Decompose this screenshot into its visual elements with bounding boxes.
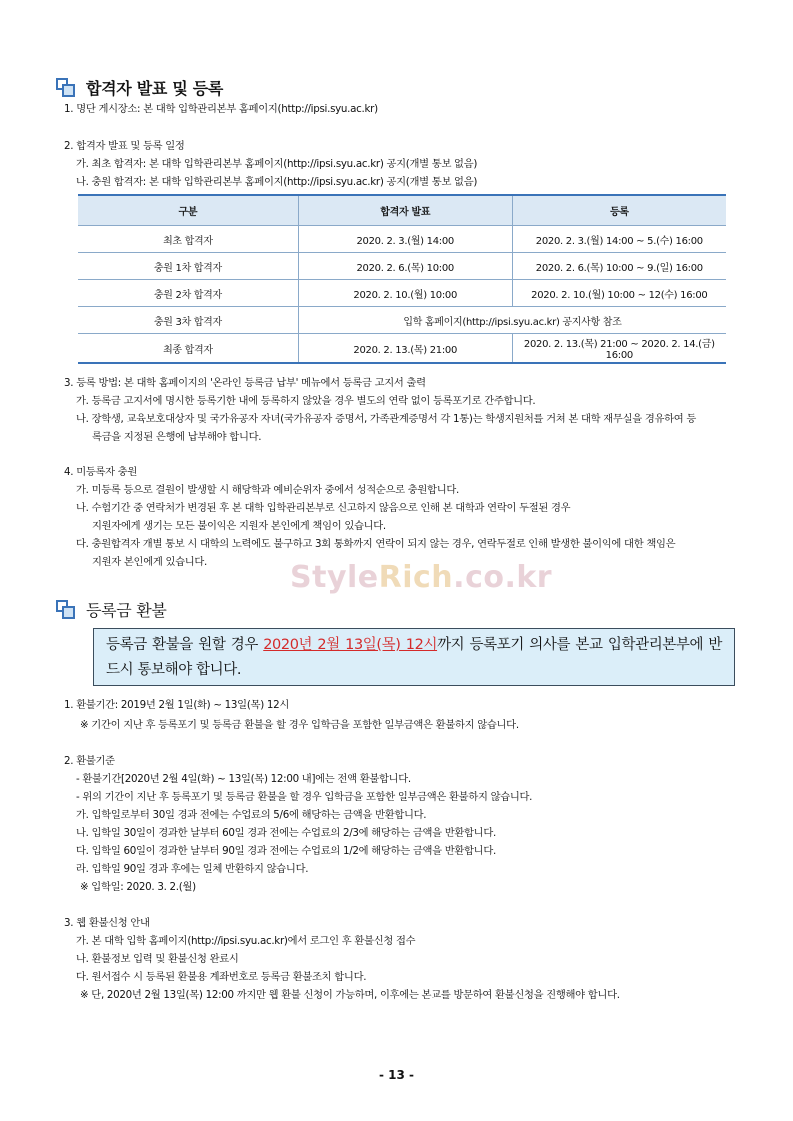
refund-criteria-text: 가. 입학일로부터 30일 경과 전에는 수업료의 5/6에 해당하는 금액을 반환합니다. xyxy=(76,809,427,821)
scholarship-text-cont: 록금을 지정된 은행에 납부해야 합니다. xyxy=(92,431,262,443)
column-header: 합격자 발표 xyxy=(298,195,512,226)
refund-criteria-text: 다. 입학일 60일이 경과한 날부터 90일 경과 전에는 수업료의 1/2에 해당하는 금액을 반환합니다. xyxy=(76,845,496,857)
table-cell: 2020. 2. 13.(목) 21:00 xyxy=(298,334,512,364)
section-title: 합격자 발표 및 등록 xyxy=(86,79,224,98)
square-bullet-icon xyxy=(56,78,76,98)
section-heading-refund xyxy=(56,598,167,621)
posting-location-text: 1. 명단 게시장소: 본 대학 입학관리본부 홈페이지(http://ipsi.syu.ac.kr) xyxy=(64,103,378,115)
table-cell: 2020. 2. 6.(목) 10:00 xyxy=(298,253,512,280)
web-refund-text: 다. 원서접수 시 등록된 환불용 계좌번호로 등록금 환불조치 합니다. xyxy=(76,971,367,983)
web-refund-heading: 3. 웹 환불신청 안내 xyxy=(64,917,150,929)
page-number: - 13 - xyxy=(378,1068,414,1082)
refund-notice-box xyxy=(93,628,735,686)
vacancy-text: 가. 미등록 등으로 결원이 발생할 시 해당학과 예비순위자 중에서 성적순으로 충원합니다. xyxy=(76,484,459,496)
table-cell: 2020. 2. 3.(월) 14:00 xyxy=(298,226,512,253)
notice-deadline: 2020년 2월 13일(목) 12시 xyxy=(263,637,438,653)
table-cell: 입학 홈페이지(http://ipsi.syu.ac.kr) 공지사항 참조 xyxy=(298,307,726,334)
additional-results-text: 나. 충원 합격자: 본 대학 입학관리본부 홈페이지(http://ipsi.syu.ac.kr) 공지(개별 통보 없음) xyxy=(76,176,478,188)
table-cell: 최종 합격자 xyxy=(78,334,298,364)
notification-text: 다. 충원합격자 개별 통보 시 대학의 노력에도 불구하고 3회 통화까지 연락이 되지 않는 경우, 연락두절로 인해 발생한 불이익에 대한 책임은 xyxy=(76,538,676,550)
web-refund-note: ※ 단, 2020년 2월 13일(목) 12:00 까지만 웹 환불 신청이 가능하며, 이후에는 본교를 방문하여 환불신청을 진행해야 합니다. xyxy=(80,989,620,1001)
table-cell: 2020. 2. 13.(목) 21:00 ~ 2020. 2. 14.(금) 16:00 xyxy=(512,334,726,364)
table-cell: 2020. 2. 3.(월) 14:00 ~ 5.(수) 16:00 xyxy=(512,226,726,253)
notice-text: 등록금 환불을 원할 경우 xyxy=(106,637,264,653)
table-cell: 충원 1차 합격자 xyxy=(78,253,298,280)
watermark-text: Rich xyxy=(378,560,454,595)
web-refund-text: 나. 환불정보 입력 및 환불신청 완료시 xyxy=(76,953,239,965)
contact-change-text: 나. 수험기간 중 연락처가 변경된 후 본 대학 입학관리본부로 신고하지 않음으로 인해 본 대학과 연락이 두절된 경우 xyxy=(76,502,571,514)
watermark-text: .co.kr xyxy=(453,560,553,595)
watermark-text: Style xyxy=(290,560,379,595)
refund-criteria-text: 나. 입학일 30일이 경과한 날부터 60일 경과 전에는 수업료의 2/3에 해당하는 금액을 반환합니다. xyxy=(76,827,496,839)
payment-deadline-text: 가. 등록금 고지서에 명시한 등록기한 내에 등록하지 않았을 경우 별도의 연락 없이 등록포기로 간주합니다. xyxy=(76,395,536,407)
schedule-heading: 2. 합격자 발표 및 등록 일정 xyxy=(64,140,185,152)
table-header-row xyxy=(78,195,726,226)
watermark xyxy=(290,560,552,595)
section-heading-results xyxy=(56,76,223,99)
web-refund-text: 가. 본 대학 입학 홈페이지(http://ipsi.syu.ac.kr)에서 로그인 후 환불신청 접수 xyxy=(76,935,416,947)
table-cell: 2020. 2. 10.(월) 10:00 ~ 12(수) 16:00 xyxy=(512,280,726,307)
first-results-text: 가. 최초 합격자: 본 대학 입학관리본부 홈페이지(http://ipsi.syu.ac.kr) 공지(개별 통보 없음) xyxy=(76,158,478,170)
unregistered-heading: 4. 미등록자 충원 xyxy=(64,466,138,478)
refund-criteria-text: - 위의 기간이 지난 후 등록포기 및 등록금 환불을 할 경우 입학금을 포함한 일부금액은 환불하지 않습니다. xyxy=(76,791,533,803)
square-bullet-icon xyxy=(56,600,76,620)
refund-criteria-heading: 2. 환불기준 xyxy=(64,755,115,767)
table-row xyxy=(78,280,726,307)
table-cell: 충원 3차 합격자 xyxy=(78,307,298,334)
refund-period-text: 1. 환불기간: 2019년 2월 1일(화) ~ 13일(목) 12시 xyxy=(64,699,290,711)
table-cell: 충원 2차 합격자 xyxy=(78,280,298,307)
section-title: 등록금 환불 xyxy=(86,601,167,620)
table-cell: 2020. 2. 6.(목) 10:00 ~ 9.(일) 16:00 xyxy=(512,253,726,280)
admission-date-note: ※ 입학일: 2020. 3. 2.(월) xyxy=(80,881,196,893)
scholarship-text: 나. 장학생, 교육보호대상자 및 국가유공자 자녀(국가유공자 증명서, 가족관계증명서 각 1통)는 학생지원처를 거쳐 본 대학 재무실을 경유하여 등 xyxy=(76,413,697,425)
notice-text: 까지 등록포기 의사를 본교 입학관리본부에 반드시 통보해야 합니다. xyxy=(106,637,723,678)
column-header: 등록 xyxy=(512,195,726,226)
schedule-table xyxy=(78,194,726,364)
table-row xyxy=(78,334,726,364)
table-cell: 2020. 2. 10.(월) 10:00 xyxy=(298,280,512,307)
contact-change-text-cont: 지원자에게 생기는 모든 불이익은 지원자 본인에게 책임이 있습니다. xyxy=(92,520,386,532)
column-header: 구분 xyxy=(78,195,298,226)
table-row xyxy=(78,253,726,280)
refund-period-note: ※ 기간이 지난 후 등록포기 및 등록금 환불을 할 경우 입학금을 포함한 일부금액은 환불하지 않습니다. xyxy=(80,719,519,731)
notification-text-cont: 지원자 본인에게 있습니다. xyxy=(92,556,208,568)
table-row xyxy=(78,226,726,253)
table-row xyxy=(78,307,726,334)
payment-method-text: 3. 등록 방법: 본 대학 홈페이지의 '온라인 등록금 납부' 메뉴에서 등록금 고지서 출력 xyxy=(64,377,426,389)
table-cell: 최초 합격자 xyxy=(78,226,298,253)
refund-criteria-text: 라. 입학일 90일 경과 후에는 일체 반환하지 않습니다. xyxy=(76,863,309,875)
refund-criteria-text: - 환불기간[2020년 2월 4일(화) ~ 13일(목) 12:00 내]에는 전액 환불합니다. xyxy=(76,773,411,785)
